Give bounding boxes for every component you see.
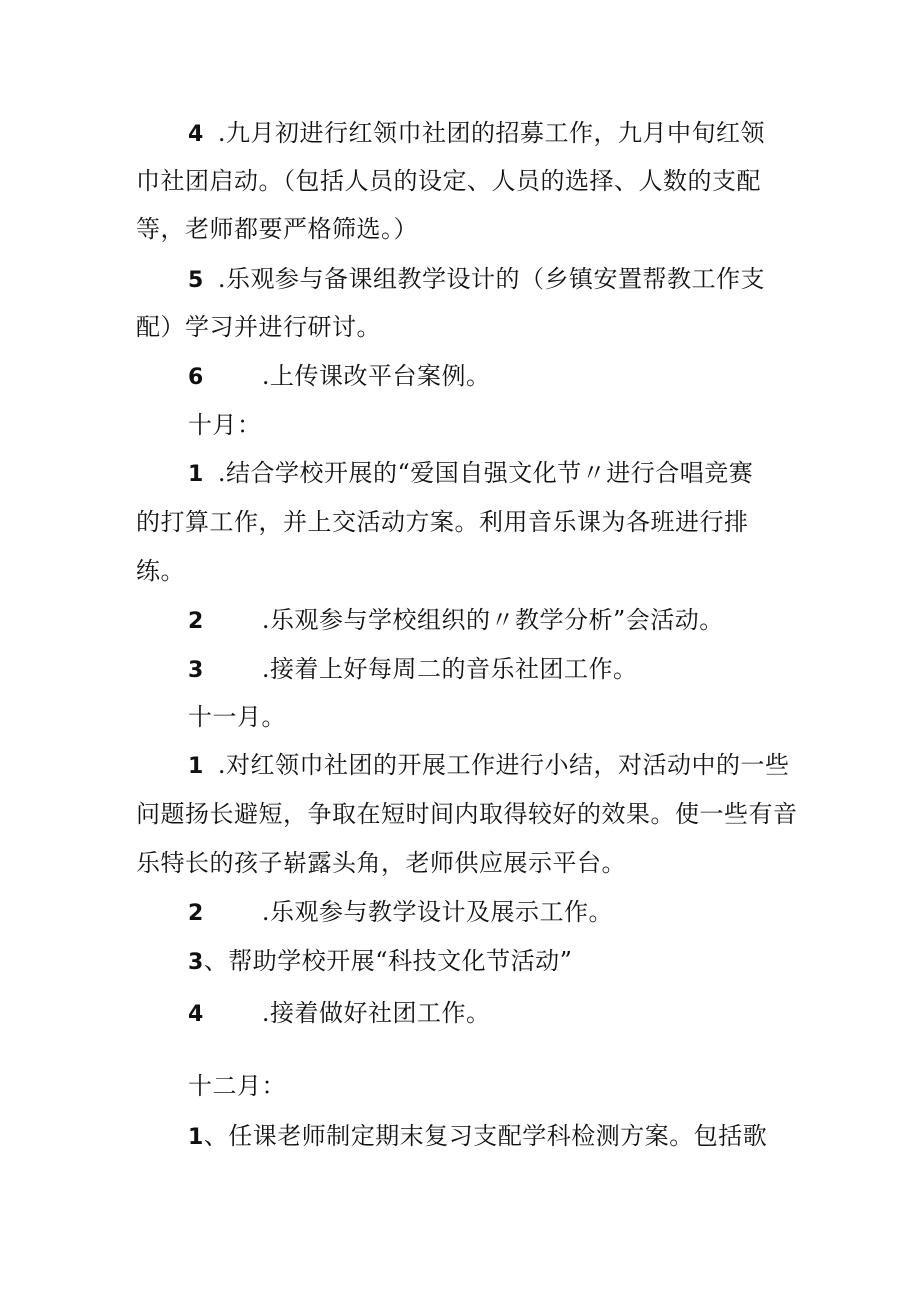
dec-item1 xyxy=(188,1121,767,1153)
oct-item2 xyxy=(188,605,724,637)
sep-item5-text-1: .乐观参与备课组教学设计的（乡镇安置帮教工作支 xyxy=(217,265,765,293)
oct-item2-number: 2 xyxy=(188,609,204,634)
oct-item2-text: .乐观参与学校组织的〃教学分析”会活动。 xyxy=(261,606,724,634)
oct-item3-number: 3 xyxy=(188,658,204,683)
dec-item1-text: 、任课老师制定期末复习支配学科检测方案。包括歌 xyxy=(203,1122,768,1150)
nov-item1-text-1: .对红领巾社团的开展工作进行小结，对活动中的一些 xyxy=(217,751,790,779)
nov-item2-text: .乐观参与教学设计及展示工作。 xyxy=(261,898,613,926)
oct-item1-line2: 的打算工作，并上交活动方案。利用音乐课为各班进行排 xyxy=(136,508,749,536)
oct-item1-line3: 练。 xyxy=(136,557,185,585)
sep-item6 xyxy=(188,361,490,393)
sep-item4-line2: 巾社团启动。（包括人员的设定、人员的选择、人数的支配 xyxy=(136,167,761,195)
nov-item2 xyxy=(188,897,613,929)
sep-item6-number: 6 xyxy=(188,365,204,390)
oct-item1-text-1: .结合学校开展的“爱国自强文化节〃进行合唱竞赛 xyxy=(217,459,754,487)
nov-item1-line2: 问题扬长避短，争取在短时间内取得较好的效果。使一些有音 xyxy=(136,800,798,828)
nov-item1-line3: 乐特长的孩子崭露头角，老师供应展示平台。 xyxy=(136,849,626,877)
december-heading: 十二月： xyxy=(188,1072,286,1100)
dec-item1-number: 1 xyxy=(188,1125,204,1150)
nov-item3 xyxy=(188,946,572,978)
nov-item4-text: .接着做好社团工作。 xyxy=(261,999,491,1027)
sep-item6-text: .上传课改平台案例。 xyxy=(261,362,491,390)
oct-item3-text: .接着上好每周二的音乐社团工作。 xyxy=(261,655,638,683)
nov-item1-number: 1 xyxy=(188,754,204,779)
sep-item5-number: 5 xyxy=(188,268,204,293)
oct-item1-number: 1 xyxy=(188,462,204,487)
sep-item4-number: 4 xyxy=(188,122,204,147)
sep-item4-line3: 等，老师都要严格筛选。） xyxy=(136,215,418,243)
sep-item4-text-1: .九月初进行红领巾社团的招募工作，九月中旬红领 xyxy=(217,119,765,147)
oct-item1-line1 xyxy=(188,458,753,490)
november-heading: 十一月。 xyxy=(188,703,286,731)
october-heading: 十月： xyxy=(188,411,262,439)
sep-item5-line2: 配）学习并进行研讨。 xyxy=(136,313,381,341)
nov-item2-number: 2 xyxy=(188,901,204,926)
oct-item3 xyxy=(188,654,637,686)
sep-item4-line1 xyxy=(188,118,765,150)
nov-item3-text: 、帮助学校开展“科技文化节活动” xyxy=(203,947,573,975)
nov-item1-line1 xyxy=(188,750,789,782)
nov-item4-number: 4 xyxy=(188,1002,204,1027)
sep-item5-line1 xyxy=(188,264,765,296)
nov-item3-number: 3 xyxy=(188,950,204,975)
nov-item4 xyxy=(188,998,490,1030)
